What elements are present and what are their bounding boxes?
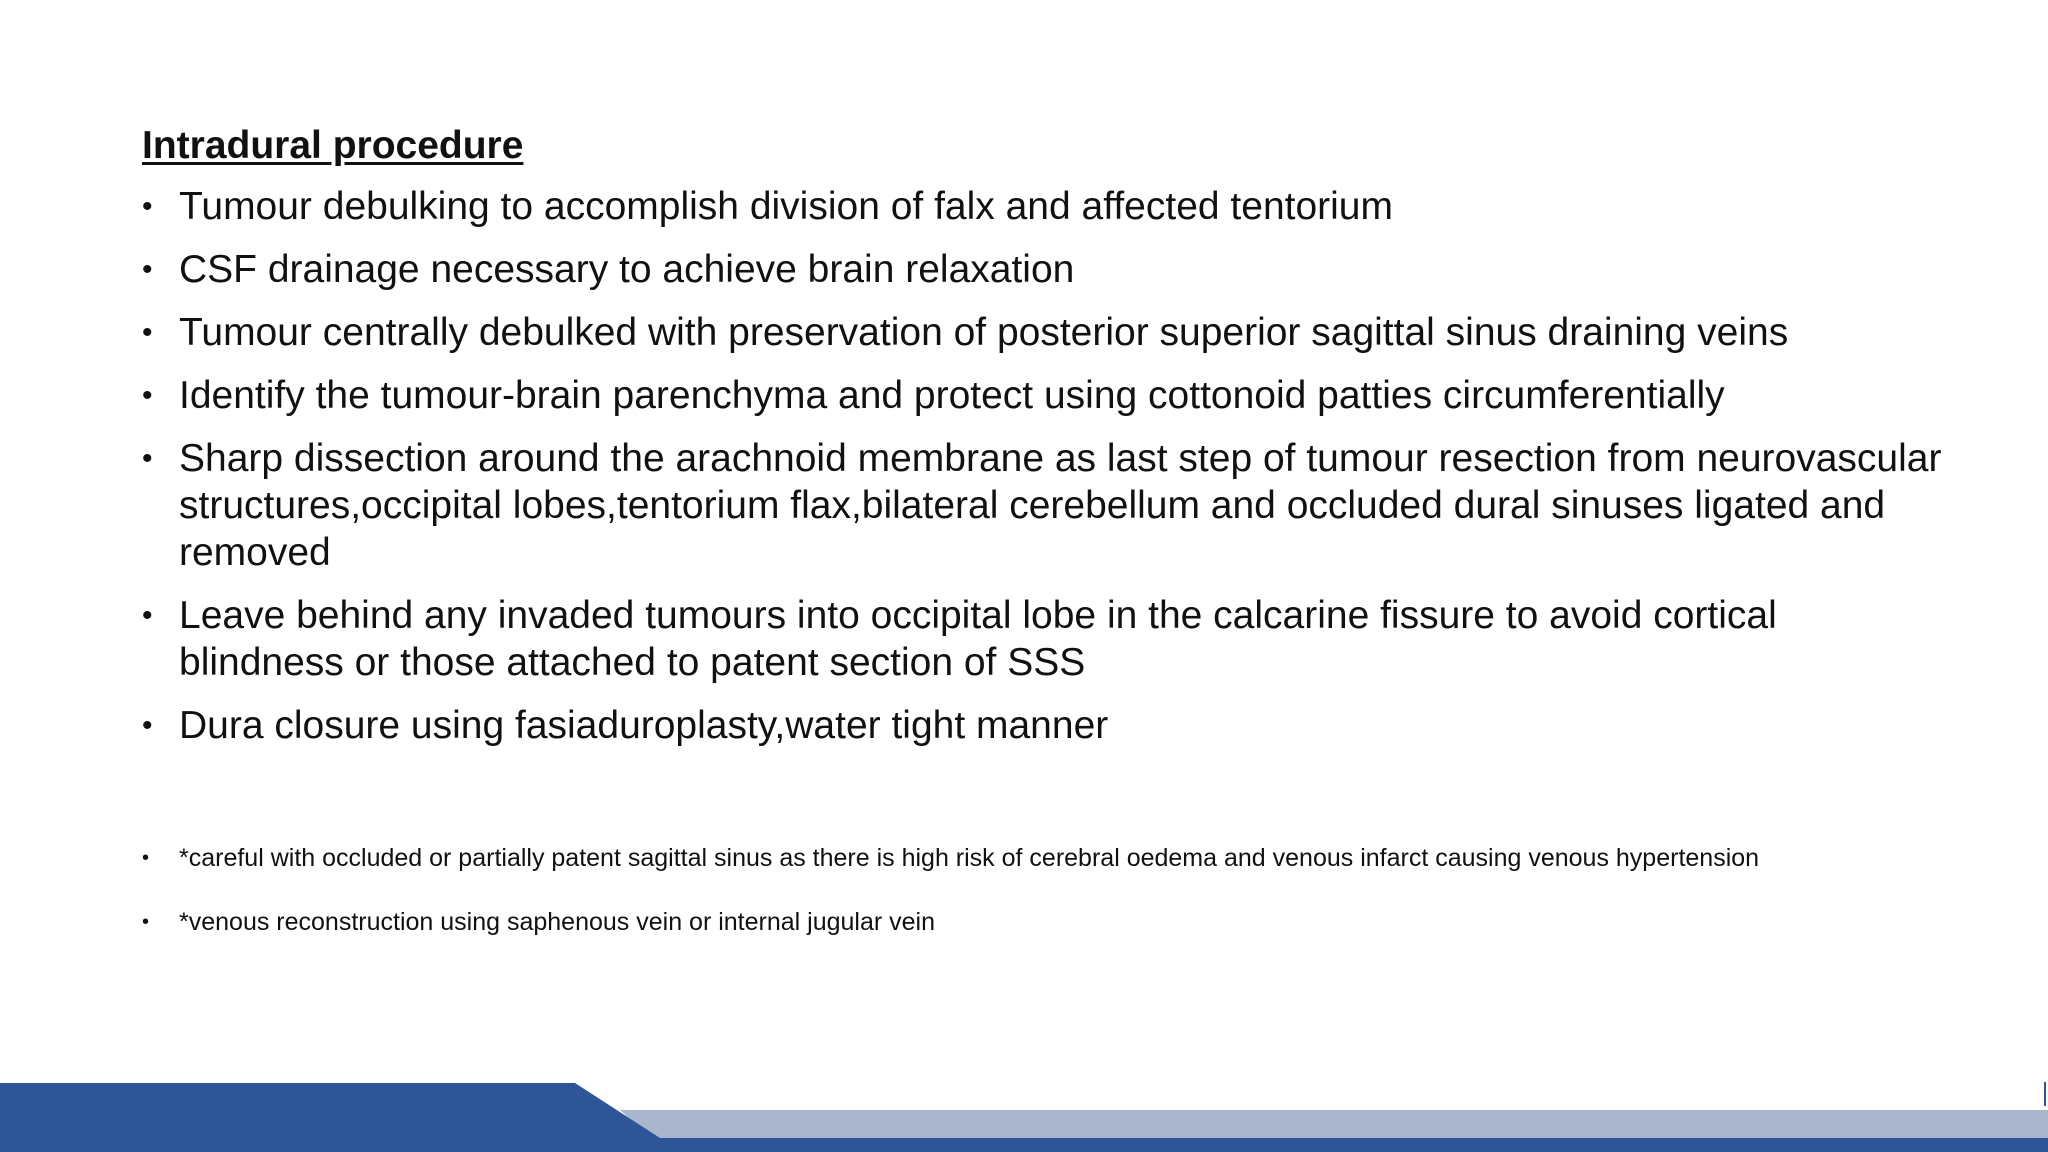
- bullet-text: Identify the tumour-brain parenchyma and protect using cottonoid patties circumferentially: [179, 374, 1725, 417]
- bullet-text: Dura closure using fasiaduroplasty,water tight manner: [179, 704, 1109, 747]
- bullet-item: [142, 372, 1942, 419]
- bullet-text: Sharp dissection around the arachnoid membrane as last step of tumour resection from neurovascular structures,occipital lobes,tentorium flax,bilateral cerebellum and occluded dural sinuses ligated and removed: [179, 437, 1942, 574]
- bullet-icon: •: [142, 253, 153, 286]
- bullet-item: [142, 435, 1942, 576]
- bullet-icon: •: [142, 316, 153, 349]
- bullet-text: Tumour centrally debulked with preservation of posterior superior sagittal sinus draining veins: [179, 311, 1789, 354]
- bullet-icon: •: [142, 379, 153, 412]
- bullet-icon: •: [142, 190, 153, 223]
- note-text: *careful with occluded or partially patent sagittal sinus as there is high risk of cerebral oedema and venous infarct causing venous hypertension: [179, 844, 1760, 872]
- note-item: [142, 902, 1942, 942]
- bullet-text: Leave behind any invaded tumours into occipital lobe in the calcarine fissure to avoid cortical blindness or those attached to patent section of SSS: [179, 594, 1777, 684]
- bullet-item: [142, 592, 1942, 686]
- slide-heading: Intradural procedure: [142, 124, 524, 167]
- note-text: *venous reconstruction using saphenous vein or internal jugular vein: [179, 908, 936, 936]
- bullet-icon: •: [142, 709, 153, 742]
- bullet-text: Tumour debulking to accomplish division of falx and affected tentorium: [179, 185, 1393, 228]
- bullet-list: [142, 183, 1942, 765]
- bullet-item: [142, 183, 1942, 230]
- footer-band: [0, 1082, 2048, 1152]
- notes-list: [142, 838, 1942, 966]
- bullet-icon: •: [142, 911, 150, 933]
- bullet-icon: •: [142, 442, 153, 475]
- bullet-icon: •: [142, 847, 150, 869]
- bullet-item: [142, 309, 1942, 356]
- bullet-icon: •: [142, 599, 153, 632]
- footer-light-band: [620, 1110, 2048, 1138]
- bullet-item: [142, 702, 1942, 749]
- note-item: [142, 838, 1942, 878]
- bullet-text: CSF drainage necessary to achieve brain relaxation: [179, 248, 1075, 291]
- footer-edge-mark: [2044, 1082, 2046, 1106]
- bullet-item: [142, 246, 1942, 293]
